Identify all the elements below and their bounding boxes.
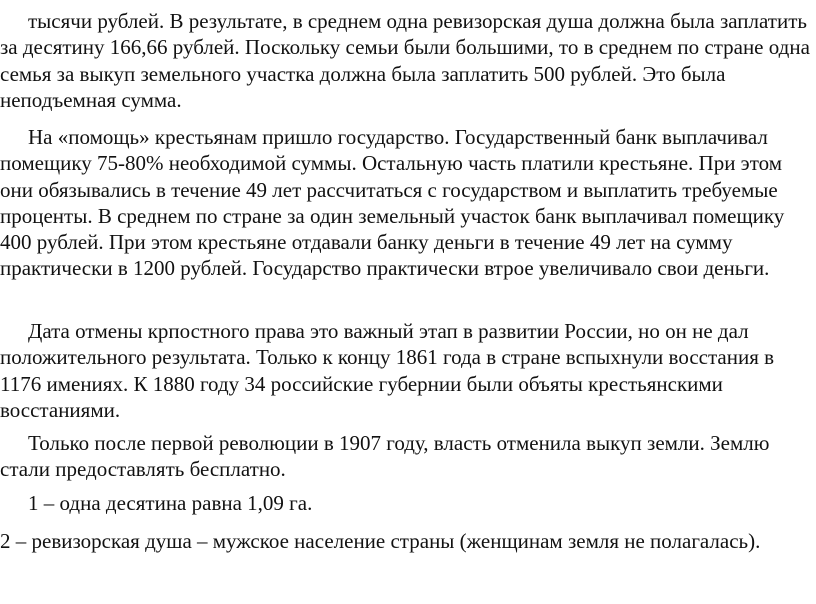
footnote-1: 1 – одна десятина равна 1,09 га. xyxy=(28,491,313,515)
paragraph-state-bank: На «помощь» крестьянам пришло государство. Государственный банк выплачивал помещику 75-80% необходимой суммы. Остальную часть платили крестьяне. При этом они обязывались в течение 49 лет рассчитаться с государством и выплатить требуемые проценты. В среднем по стране за один земельный участок банк выплачивал помещику 400 рублей. При этом крестьяне отдавали банку деньги в течение 49 лет на сумму практически в 1200 рублей. Государство практически втрое увеличивало свои деньги. xyxy=(0,125,785,281)
footnote-2: 2 – ревизорская душа – мужское население страны (женщинам земля не полагалась). xyxy=(0,529,761,553)
paragraph-abolition-results: Дата отмены крпостного права это важный этап в развитии России, но он не дал положительного результата. Только к концу 1861 года в стране вспыхнули восстания в 1176 имениях. К 1880 году 34 российские губернии были объяты крестьянскими восстаниями. xyxy=(0,319,775,422)
paragraph-ransom-payment: тысячи рублей. В результате, в среднем одна ревизорская душа должна была заплатить за десятину 166,66 рублей. Поскольку семьи были большими, то в среднем по стране одна семья за выкуп земельного участка должна была заплатить 500 рублей. Это была неподъемная сумма. xyxy=(0,9,810,112)
paragraph-after-revolution: Только после первой революции в 1907 году, власть отменила выкуп земли. Землю стали предоставлять бесплатно. xyxy=(0,431,770,482)
